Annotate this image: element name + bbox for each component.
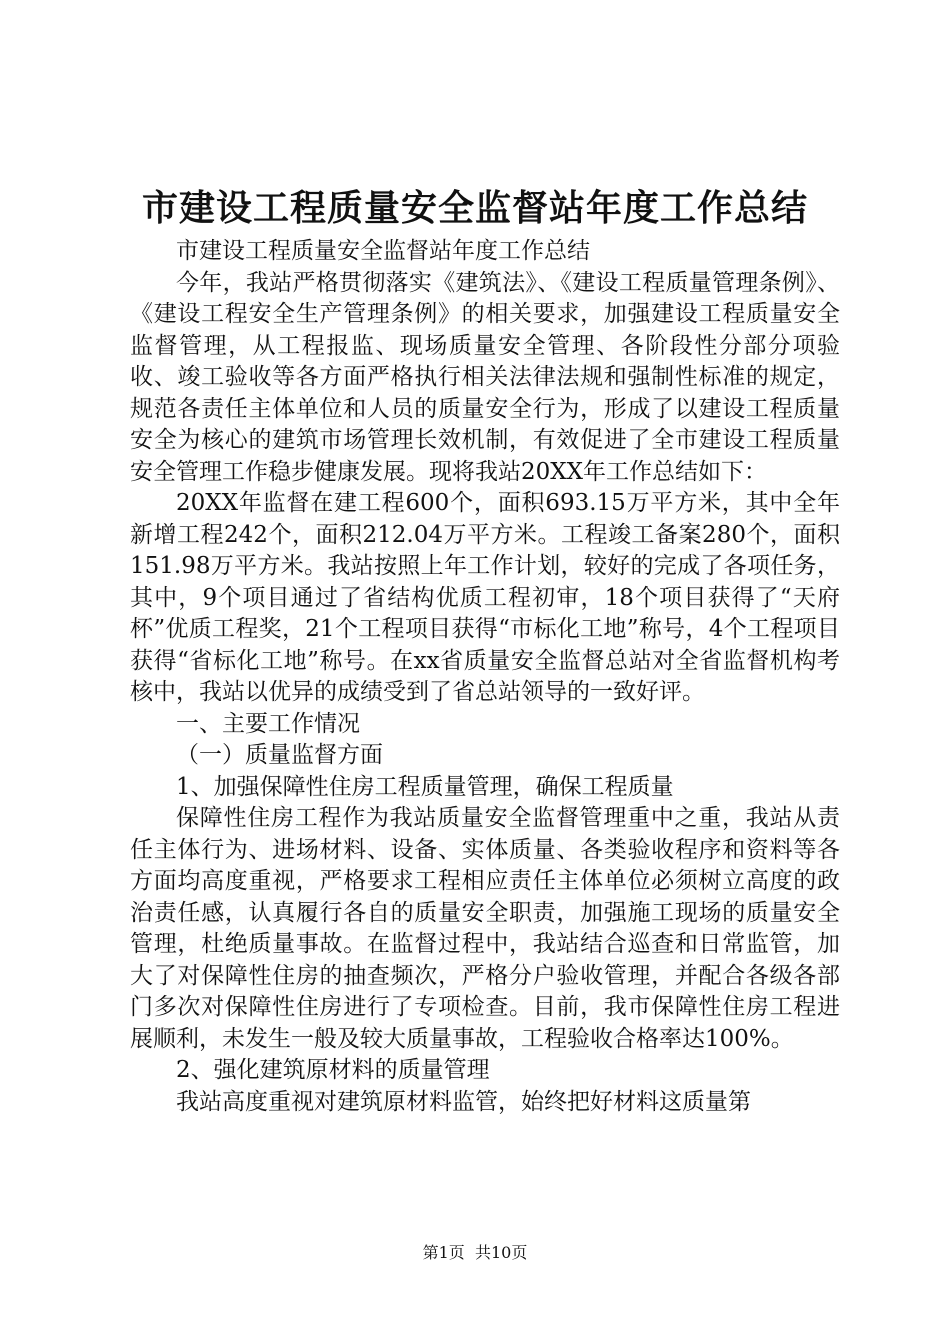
document-title: 市建设工程质量安全监督站年度工作总结	[141, 187, 808, 229]
document-body	[130, 236, 840, 1118]
paragraph-materials: 我站高度重视对建筑原材料监管，始终把好材料这质量第	[176, 1088, 751, 1115]
item-heading-housing: 1、加强保障性住房工程质量管理，确保工程质量	[176, 773, 674, 800]
paragraph-housing: 保障性住房工程作为我站质量安全监督管理重中之重，我站从责任主体行为、进场材料、设备、实体质量、各类验收程序和资料等各方面均高度重视，严格要求工程相应责任主体单位必须树立高度的政治责任感，认真履行各自的质量安全职责，加强施工现场的质量安全管理，杜绝质量事故。在监督过程中，我站结合巡查和日常监管，加大了对保障性住房的抽查频次，严格分户验收管理，并配合各级各部门多次对保障性住房进行了专项检查。目前，我市保障性住房工程进展顺利，未发生一般及较大质量事故，工程验收合格率达100%。	[130, 805, 840, 1052]
footer-gap	[465, 1243, 475, 1262]
paragraph-intro: 今年，我站严格贯彻落实《建筑法》、《建设工程质量管理条例》、《建设工程安全生产管理条例》的相关要求，加强建设工程质量安全监督管理，从工程报监、现场质量安全管理、各阶段性分部分项验收、竣工验收等各方面严格执行相关法律法规和强制性标准的规定，规范各责任主体单位和人员的质量安全行为，形成了以建设工程质量安全为核心的建筑市场管理长效机制，有效促进了全市建设工程质量安全管理工作稳步健康发展。现将我站20XX年工作总结如下：	[130, 269, 840, 485]
paragraph-subtitle: 市建设工程质量安全监督站年度工作总结	[176, 238, 590, 264]
item-heading-materials: 2、强化建筑原材料的质量管理	[176, 1057, 490, 1083]
page-total: 共10页	[474, 1243, 528, 1262]
section-heading-main-work: 一、主要工作情况	[176, 710, 360, 737]
page-footer	[0, 1243, 950, 1263]
subsection-heading-quality: （一）质量监督方面	[176, 742, 383, 768]
paragraph-statistics: 20XX年监督在建工程600个，面积693.15万平方米，其中全年新增工程242个，面积212.04万平方米。工程竣工备案280个，面积151.98万平方米。我站按照上年工作计划，较好的完成了各项任务，其中，9个项目通过了省结构优质工程初审，18个项目获得了“天府杯”优质工程奖，21个工程项目获得“市标化工地”称号，4个工程项目获得“省标化工地”称号。在xx省质量安全监督总站对全省监督机构考核中，我站以优异的成绩受到了省总站领导的一致好评。	[130, 490, 840, 705]
page-number: 第1页	[422, 1243, 465, 1262]
